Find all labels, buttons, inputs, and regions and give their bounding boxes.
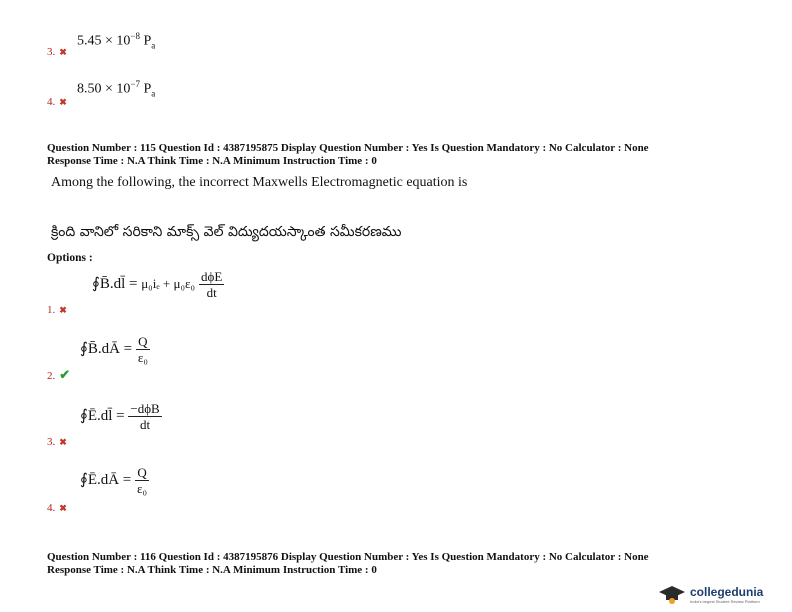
- question-text-english: Among the following, the incorrect Maxwells Electromagnetic equation is: [51, 175, 468, 190]
- option-1-equation: ∮B̄.dl̄ = μ₀iₑ + μ₀ε₀ $\frac{\text{dϕE}}{dt}$: [92, 269, 223, 300]
- prev-option-3-value: $5.45 \times 10^{-8}$ $P_a$: [77, 31, 156, 51]
- option-number: 3.: [47, 46, 56, 58]
- option-2-marker: 2. ✔: [47, 367, 71, 382]
- wrong-mark-icon: ✖: [59, 437, 67, 447]
- graduate-cap-icon: [658, 584, 686, 604]
- next-question-meta-line1: Question Number : 116 Question Id : 4387195876 Display Question Number : Yes Is Question Mandatory : No Calculator : None: [47, 551, 649, 563]
- logo-tagline: India's largest Student Review Platform: [690, 598, 760, 604]
- next-question-meta-line2: Response Time : N.A Think Time : N.A Minimum Instruction Time : 0: [47, 564, 377, 576]
- option-number: 4.: [47, 96, 56, 108]
- option-4-marker: 4. ✖: [47, 502, 67, 514]
- question-meta: [47, 142, 649, 168]
- prev-option-4: [47, 92, 67, 110]
- option-3-marker: 3. ✖: [47, 436, 67, 448]
- collegedunia-logo: [658, 584, 763, 604]
- wrong-mark-icon: ✖: [59, 97, 67, 107]
- option-3-equation: ∮Ē.dl̄ = $\frac{\text{−dϕB}}{dt}$: [80, 401, 160, 432]
- option-4-equation: ∮Ē.dĀ = $\frac{Q}{\text{ε₀}}$: [80, 465, 148, 496]
- wrong-mark-icon: ✖: [59, 305, 67, 315]
- question-text-telugu: క్రింది వానిలో సరికాని మాక్స్ వెల్ విద్యుదయస్కాంత సమీకరణము: [51, 224, 402, 240]
- next-question-meta: [47, 551, 649, 577]
- question-meta-line1: Question Number : 115 Question Id : 4387195875 Display Question Number : Yes Is Question Mandatory : No Calculator : None: [47, 142, 649, 154]
- option-2-equation: ∮B̄.dĀ = $\frac{Q}{\text{ε₀}}$: [80, 334, 148, 365]
- wrong-mark-icon: ✖: [59, 47, 67, 57]
- correct-tick-icon: ✔: [59, 367, 71, 382]
- option-1-marker: 1. ✖: [47, 304, 67, 316]
- prev-option-4-value: $8.50 \times 10^{-7}$ $P_a$: [77, 79, 156, 99]
- logo-name: collegedunia: [690, 584, 764, 599]
- question-meta-line2: Response Time : N.A Think Time : N.A Minimum Instruction Time : 0: [47, 155, 377, 167]
- options-label: Options :: [47, 252, 93, 264]
- prev-option-3: [47, 42, 67, 60]
- wrong-mark-icon: ✖: [59, 503, 67, 513]
